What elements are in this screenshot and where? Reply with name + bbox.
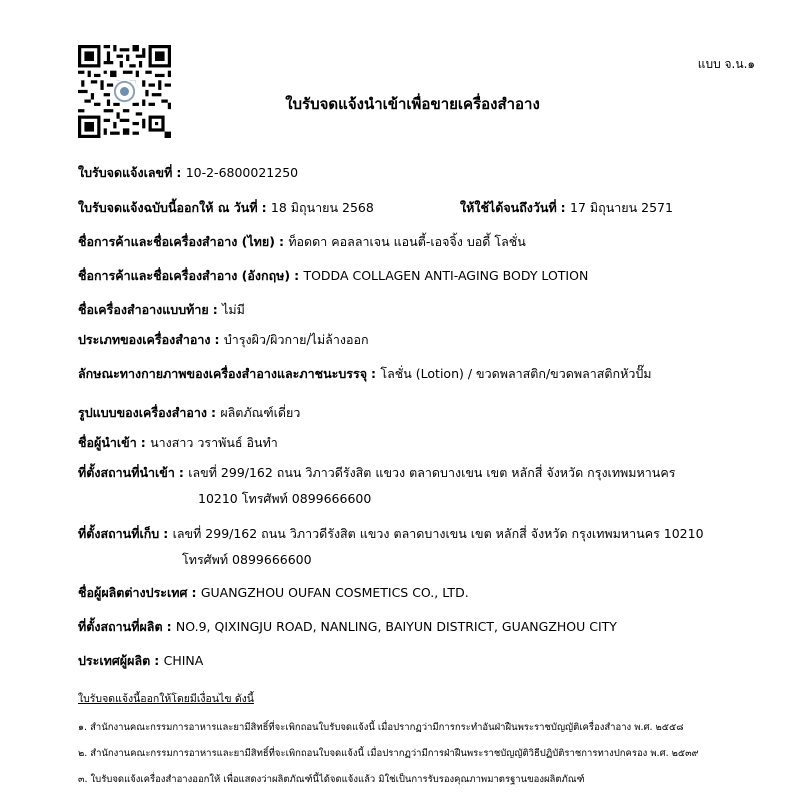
- colon: :: [176, 165, 186, 180]
- importer-value: นางสาว วราพันธ์ อินทำ: [150, 435, 278, 450]
- import-loc-label: ที่ตั้งสถานที่นำเข้า: [78, 465, 175, 480]
- field-name-th: [78, 232, 526, 252]
- country-label: ประเทศผู้ผลิต: [78, 653, 151, 668]
- field-mfg-loc: [78, 617, 617, 637]
- type-value: บำรุงผิว/ผิวกาย/ไม่ล้างออก: [223, 332, 369, 347]
- country-value: CHINA: [163, 653, 204, 668]
- name-en-value: TODDA COLLAGEN ANTI-AGING BODY LOTION: [303, 268, 589, 283]
- field-physical: [78, 364, 652, 384]
- name-suffix-value: ไม่มี: [222, 302, 245, 317]
- field-country: [78, 651, 203, 671]
- field-type: [78, 330, 369, 350]
- field-valid-until: [460, 198, 673, 218]
- issue-date-value: 18 มิถุนายน 2568: [270, 200, 374, 215]
- import-loc-value-line2: 10210 โทรศัพท์ 0899666600: [198, 491, 372, 506]
- conditions-heading: ใบรับจดแจ้งนี้ออกให้โดยมีเงื่อนไข ดังนี้: [78, 693, 254, 705]
- colon: :: [371, 366, 381, 381]
- colon: :: [178, 465, 189, 480]
- colon: :: [210, 405, 221, 420]
- colon: :: [212, 302, 223, 317]
- field-issue-date: [78, 198, 374, 218]
- field-name-en: [78, 266, 588, 286]
- colon: :: [191, 585, 201, 600]
- colon: :: [154, 653, 164, 668]
- field-reg-no: [78, 163, 298, 183]
- name-th-label: ชื่อการค้าและชื่อเครื่องสำอาง (ไทย): [78, 234, 275, 249]
- condition-item: ๑. สำนักงานคณะกรรมการอาหารและยามีสิทธิ์ที่จะเพิกถอนใบรับจดแจ้งนี้ เมื่อปรากฏว่ามีการกระทำอันฝ่าฝืนพระราชบัญญัติเครื่องสำอาง พ.ศ. ๒๕๕๘: [78, 722, 684, 733]
- condition-item: ๒. สำนักงานคณะกรรมการอาหารและยามีสิทธิ์ที่จะเพิกถอนใบจดแจ้งนี้ เมื่อปรากฏว่ามีการฝ่าฝืนพระราชบัญญัติวิธีปฏิบัติราชการทางปกครอง พ.ศ. ๒๕๓๙: [78, 748, 699, 759]
- colon: :: [278, 234, 289, 249]
- name-en-label: ชื่อการค้าและชื่อเครื่องสำอาง (อังกฤษ): [78, 268, 291, 283]
- colon: :: [261, 200, 271, 215]
- name-suffix-label: ชื่อเครื่องสำอางแบบท้าย: [78, 302, 209, 317]
- format-label: รูปแบบของเครื่องสำอาง: [78, 405, 207, 420]
- condition-item: ๓. ใบรับจดแจ้งเครื่องสำอางออกให้ เพื่อแสดงว่าผลิตภัณฑ์นี้ได้จดแจ้งแล้ว มิใช่เป็นการรับรองคุณภาพมาตรฐานของผลิตภัณฑ์: [78, 774, 585, 785]
- field-manufacturer: [78, 583, 469, 603]
- colon: :: [214, 332, 224, 347]
- valid-until-value: 17 มิถุนายน 2571: [570, 200, 673, 215]
- reg-no-value: 10-2-6800021250: [185, 165, 299, 180]
- issue-date-label: ใบรับจดแจ้งฉบับนี้ออกให้ ณ วันที่: [78, 200, 258, 215]
- physical-label: ลักษณะทางกายภาพของเครื่องสำอางและภาชนะบรรจุ: [78, 366, 368, 381]
- physical-value: โลชั่น (Lotion) / ขวดพลาสติก/ขวดพลาสติกหัวปั๊ม: [380, 366, 652, 381]
- field-store-loc: [78, 524, 704, 544]
- colon: :: [163, 526, 173, 541]
- name-th-value: ท็อดดา คอลลาเจน แอนตี้-เอจจิ้ง บอดี้ โลชั่น: [288, 234, 526, 249]
- colon: :: [140, 435, 151, 450]
- manufacturer-label: ชื่อผู้ผลิตต่างประเทศ: [78, 585, 188, 600]
- document-title: ใบรับจดแจ้งนำเข้าเพื่อขายเครื่องสำอาง: [285, 95, 540, 113]
- manufacturer-value: GUANGZHOU OUFAN COSMETICS CO., LTD.: [200, 585, 469, 600]
- store-loc-value: เลขที่ 299/162 ถนน วิภาวดีรังสิต แขวง ตลาดบางเขน เขต หลักสี่ จังหวัด กรุงเทพมหานคร 10210: [172, 526, 704, 541]
- store-loc-value-line2: โทรศัพท์ 0899666600: [182, 552, 312, 567]
- form-code: แบบ จ.น.๑: [697, 57, 755, 71]
- reg-no-label: ใบรับจดแจ้งเลขที่: [78, 165, 173, 180]
- colon: :: [166, 619, 176, 634]
- mfg-loc-value: NO.9, QIXINGJU ROAD, NANLING, BAIYUN DISTRICT, GUANGZHOU CITY: [175, 619, 617, 634]
- valid-until-label: ให้ใช้ได้จนถึงวันที่: [460, 200, 557, 215]
- import-loc-value: เลขที่ 299/162 ถนน วิภาวดีรังสิต แขวง ตลาดบางเขน เขต หลักสี่ จังหวัด กรุงเทพมหานคร: [188, 465, 676, 480]
- field-import-loc: [78, 463, 675, 483]
- field-importer: [78, 433, 278, 453]
- colon: :: [560, 200, 571, 215]
- type-label: ประเภทของเครื่องสำอาง: [78, 332, 211, 347]
- colon: :: [294, 268, 304, 283]
- field-name-suffix: [78, 300, 245, 320]
- importer-label: ชื่อผู้นำเข้า: [78, 435, 137, 450]
- mfg-loc-label: ที่ตั้งสถานที่ผลิต: [78, 619, 163, 634]
- format-value: ผลิตภัณฑ์เดี่ยว: [220, 405, 301, 420]
- store-loc-label: ที่ตั้งสถานที่เก็บ: [78, 526, 160, 541]
- field-format: [78, 403, 300, 423]
